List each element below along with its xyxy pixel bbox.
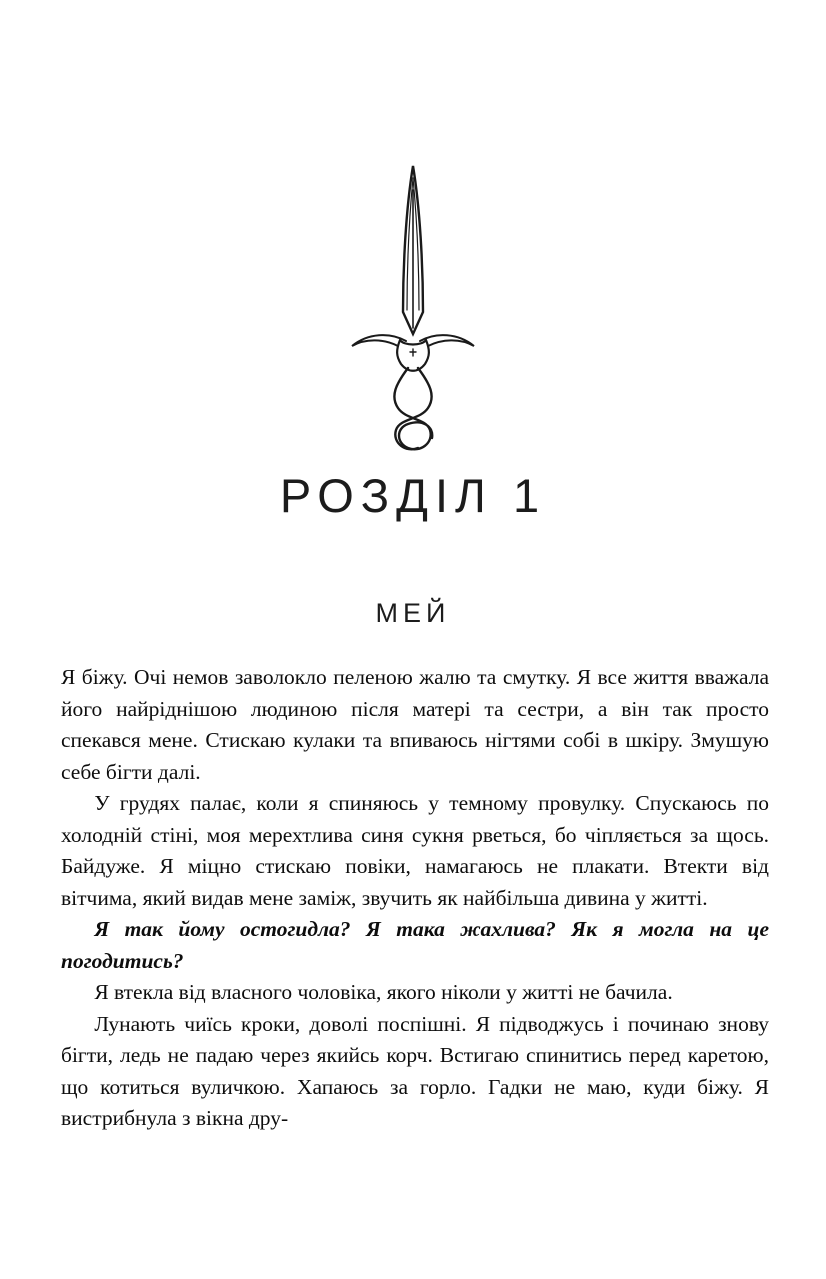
dagger-ornament-icon [0,160,826,460]
paragraph: Я втекла від власного чоловіка, якого ніколи у житті не бачила. [94,980,673,1004]
paragraph-emphasis: Я так йому остогидла? Я така жахлива? Як я могла на це погодитись? [61,917,769,973]
paragraph: Лунають чиїсь кроки, доволі поспішні. Я підводжусь і починаю знову бігти, ледь не падаю через якийсь корч. Встигаю спинитись перед каретою, що котиться вуличкою. Хапаюсь за горло. Гадки не маю, куди біжу. Я вистрибнула з вікна дру- [61,1011,769,1130]
body-text [61,662,769,1135]
paragraph: Я біжу. Очі немов заволокло пеленою жалю та смутку. Я все життя вважала його найріднішою людиною після матері та сестри, а він так просто спекався мене. Стискаю кулаки та впиваюсь нігтями собі в шкіру. Змушую себе бігти далі. [61,665,769,784]
chapter-title: РОЗДІЛ 1 [279,469,547,522]
chapter-subtitle: МЕЙ [375,598,451,628]
paragraph: У грудях палає, коли я спиняюсь у темному провулку. Спускаюсь по холодній стіні, моя мерехтлива синя сукня рветься, бо чіпляється за щось. Байдуже. Я міцно стискаю повіки, намагаюсь не плакати. Втекти від вітчима, який видав мене заміж, звучить як найбільша дивина у житті. [61,791,769,910]
